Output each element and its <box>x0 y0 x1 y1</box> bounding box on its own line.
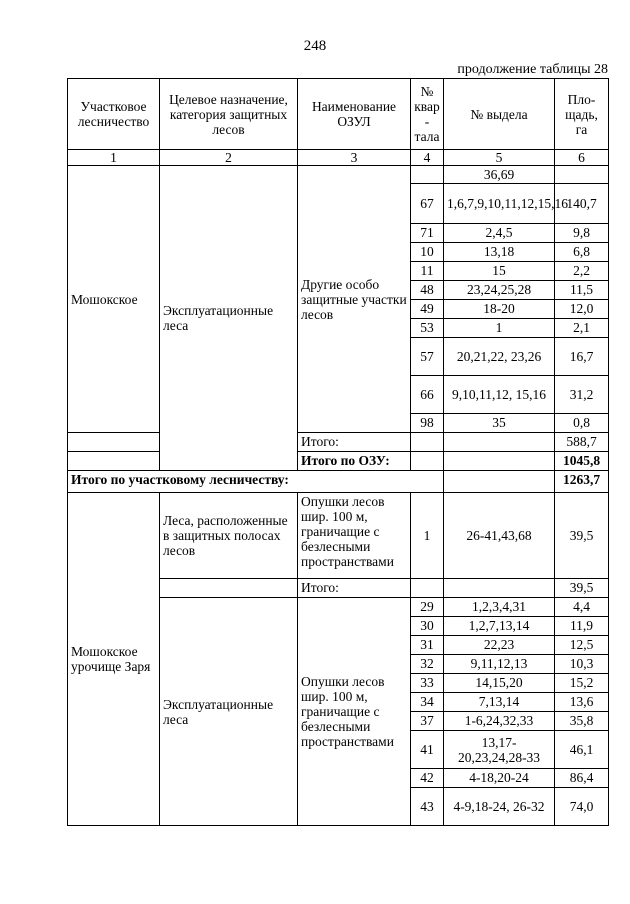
quarter-cell: 49 <box>411 300 444 319</box>
allotment-cell: 1-6,24,32,33 <box>444 712 555 731</box>
allotment-cell: 9,10,11,12, 15,16 <box>444 376 555 414</box>
area-cell: 12,0 <box>555 300 609 319</box>
ozu-total-value: 1045,8 <box>555 452 609 471</box>
table-row <box>68 493 609 579</box>
allotment-cell: 4-9,18-24, 26-32 <box>444 788 555 826</box>
quarter-cell: 1 <box>411 493 444 579</box>
forestry-name: Мошокское урочище Заря <box>68 493 160 826</box>
col-num: 5 <box>444 150 555 166</box>
table-continuation-note: продолжение таблицы 28 <box>457 62 608 77</box>
ozu-total-row <box>68 452 609 471</box>
allotment-empty <box>444 579 555 598</box>
quarter-cell <box>411 166 444 184</box>
quarter-cell: 10 <box>411 243 444 262</box>
allotment-cell: 23,24,25,28 <box>444 281 555 300</box>
purpose-empty <box>160 579 298 598</box>
area-cell: 16,7 <box>555 338 609 376</box>
header-ozul: Наименование ОЗУЛ <box>298 79 411 150</box>
allotment-cell: 35 <box>444 414 555 433</box>
area-cell: 13,6 <box>555 693 609 712</box>
quarter-cell: 53 <box>411 319 444 338</box>
allotment-cell: 15 <box>444 262 555 281</box>
quarter-cell: 29 <box>411 598 444 617</box>
area-cell: 74,0 <box>555 788 609 826</box>
quarter-cell: 66 <box>411 376 444 414</box>
ozu-total-label: Итого по ОЗУ: <box>298 452 411 471</box>
ozul-cell: Опушки лесов шир. 100 м, граничащие с безлесными пространствами <box>298 493 411 579</box>
forestry-total-row <box>68 471 609 493</box>
col-num: 3 <box>298 150 411 166</box>
allotment-empty <box>444 471 555 493</box>
col-num: 1 <box>68 150 160 166</box>
area-cell: 35,8 <box>555 712 609 731</box>
purpose-cell: Эксплуатационные леса <box>160 598 298 826</box>
subtotal-value: 39,5 <box>555 579 609 598</box>
allotment-cell: 36,69 <box>444 166 555 184</box>
quarter-cell: 11 <box>411 262 444 281</box>
quarter-cell: 42 <box>411 769 444 788</box>
quarter-empty <box>411 579 444 598</box>
forestry-empty <box>68 452 160 471</box>
allotment-cell: 1,6,7,9,10,11,12,15,16 <box>444 184 555 224</box>
area-cell: 12,5 <box>555 636 609 655</box>
quarter-cell: 33 <box>411 674 444 693</box>
forestry-empty <box>68 433 160 452</box>
allotment-cell: 26-41,43,68 <box>444 493 555 579</box>
area-cell: 46,1 <box>555 731 609 769</box>
quarter-cell: 32 <box>411 655 444 674</box>
subtotal-label: Итого: <box>298 579 411 598</box>
quarter-cell: 48 <box>411 281 444 300</box>
area-cell: 6,8 <box>555 243 609 262</box>
quarter-cell: 37 <box>411 712 444 731</box>
quarter-empty <box>411 452 444 471</box>
area-cell: 10,3 <box>555 655 609 674</box>
allotment-cell: 1,2,7,13,14 <box>444 617 555 636</box>
ozul-cell: Опушки лесов шир. 100 м, граничащие с безлесными пространствами <box>298 598 411 826</box>
page-number: 248 <box>303 38 327 54</box>
allotment-cell: 9,11,12,13 <box>444 655 555 674</box>
area-cell: 86,4 <box>555 769 609 788</box>
area-cell: 2,2 <box>555 262 609 281</box>
area-cell <box>555 166 609 184</box>
header-purpose: Целевое назначение, категория защитных лесов <box>160 79 298 150</box>
header-area: Пло-щадь, га <box>555 79 609 150</box>
allotment-cell: 4-18,20-24 <box>444 769 555 788</box>
allotment-cell: 1 <box>444 319 555 338</box>
purpose-cell: Эксплуатационные леса <box>160 166 298 471</box>
quarter-empty <box>411 433 444 452</box>
subtotal-label: Итого: <box>298 433 411 452</box>
quarter-cell: 67 <box>411 184 444 224</box>
quarter-cell: 43 <box>411 788 444 826</box>
col-num: 4 <box>411 150 444 166</box>
area-cell: 140,7 <box>555 184 609 224</box>
allotment-cell: 1,2,3,4,31 <box>444 598 555 617</box>
area-cell: 0,8 <box>555 414 609 433</box>
col-num: 2 <box>160 150 298 166</box>
area-cell: 15,2 <box>555 674 609 693</box>
subtotal-row <box>68 433 609 452</box>
allotment-cell: 13,18 <box>444 243 555 262</box>
allotment-cell: 20,21,22, 23,26 <box>444 338 555 376</box>
area-cell: 11,5 <box>555 281 609 300</box>
area-cell: 11,9 <box>555 617 609 636</box>
allotment-empty <box>444 452 555 471</box>
header-quarter: № квар - тала <box>411 79 444 150</box>
quarter-cell: 71 <box>411 224 444 243</box>
allotment-cell: 18-20 <box>444 300 555 319</box>
forest-table <box>67 78 609 826</box>
column-number-row <box>68 150 609 166</box>
quarter-cell: 31 <box>411 636 444 655</box>
header-forestry: Участковое лесничество <box>68 79 160 150</box>
forestry-total-label: Итого по участковому лесничеству: <box>68 471 444 493</box>
quarter-cell: 34 <box>411 693 444 712</box>
quarter-cell: 98 <box>411 414 444 433</box>
quarter-cell: 57 <box>411 338 444 376</box>
allotment-cell: 7,13,14 <box>444 693 555 712</box>
quarter-cell: 41 <box>411 731 444 769</box>
subtotal-value: 588,7 <box>555 433 609 452</box>
header-allotment: № выдела <box>444 79 555 150</box>
area-cell: 31,2 <box>555 376 609 414</box>
col-num: 6 <box>555 150 609 166</box>
allotment-cell: 13,17- 20,23,24,28-33 <box>444 731 555 769</box>
header-row <box>68 79 609 150</box>
allotment-cell: 2,4,5 <box>444 224 555 243</box>
quarter-cell: 30 <box>411 617 444 636</box>
area-cell: 4,4 <box>555 598 609 617</box>
forestry-name: Мошокское <box>68 166 160 433</box>
allotment-cell: 22,23 <box>444 636 555 655</box>
purpose-cell: Леса, расположенные в защитных полосах лесов <box>160 493 298 579</box>
ozul-cell: Другие особо защитные участки лесов <box>298 166 411 433</box>
allotment-empty <box>444 433 555 452</box>
allotment-cell: 14,15,20 <box>444 674 555 693</box>
forestry-total-value: 1263,7 <box>555 471 609 493</box>
area-cell: 39,5 <box>555 493 609 579</box>
table-row <box>68 166 609 184</box>
area-cell: 2,1 <box>555 319 609 338</box>
area-cell: 9,8 <box>555 224 609 243</box>
